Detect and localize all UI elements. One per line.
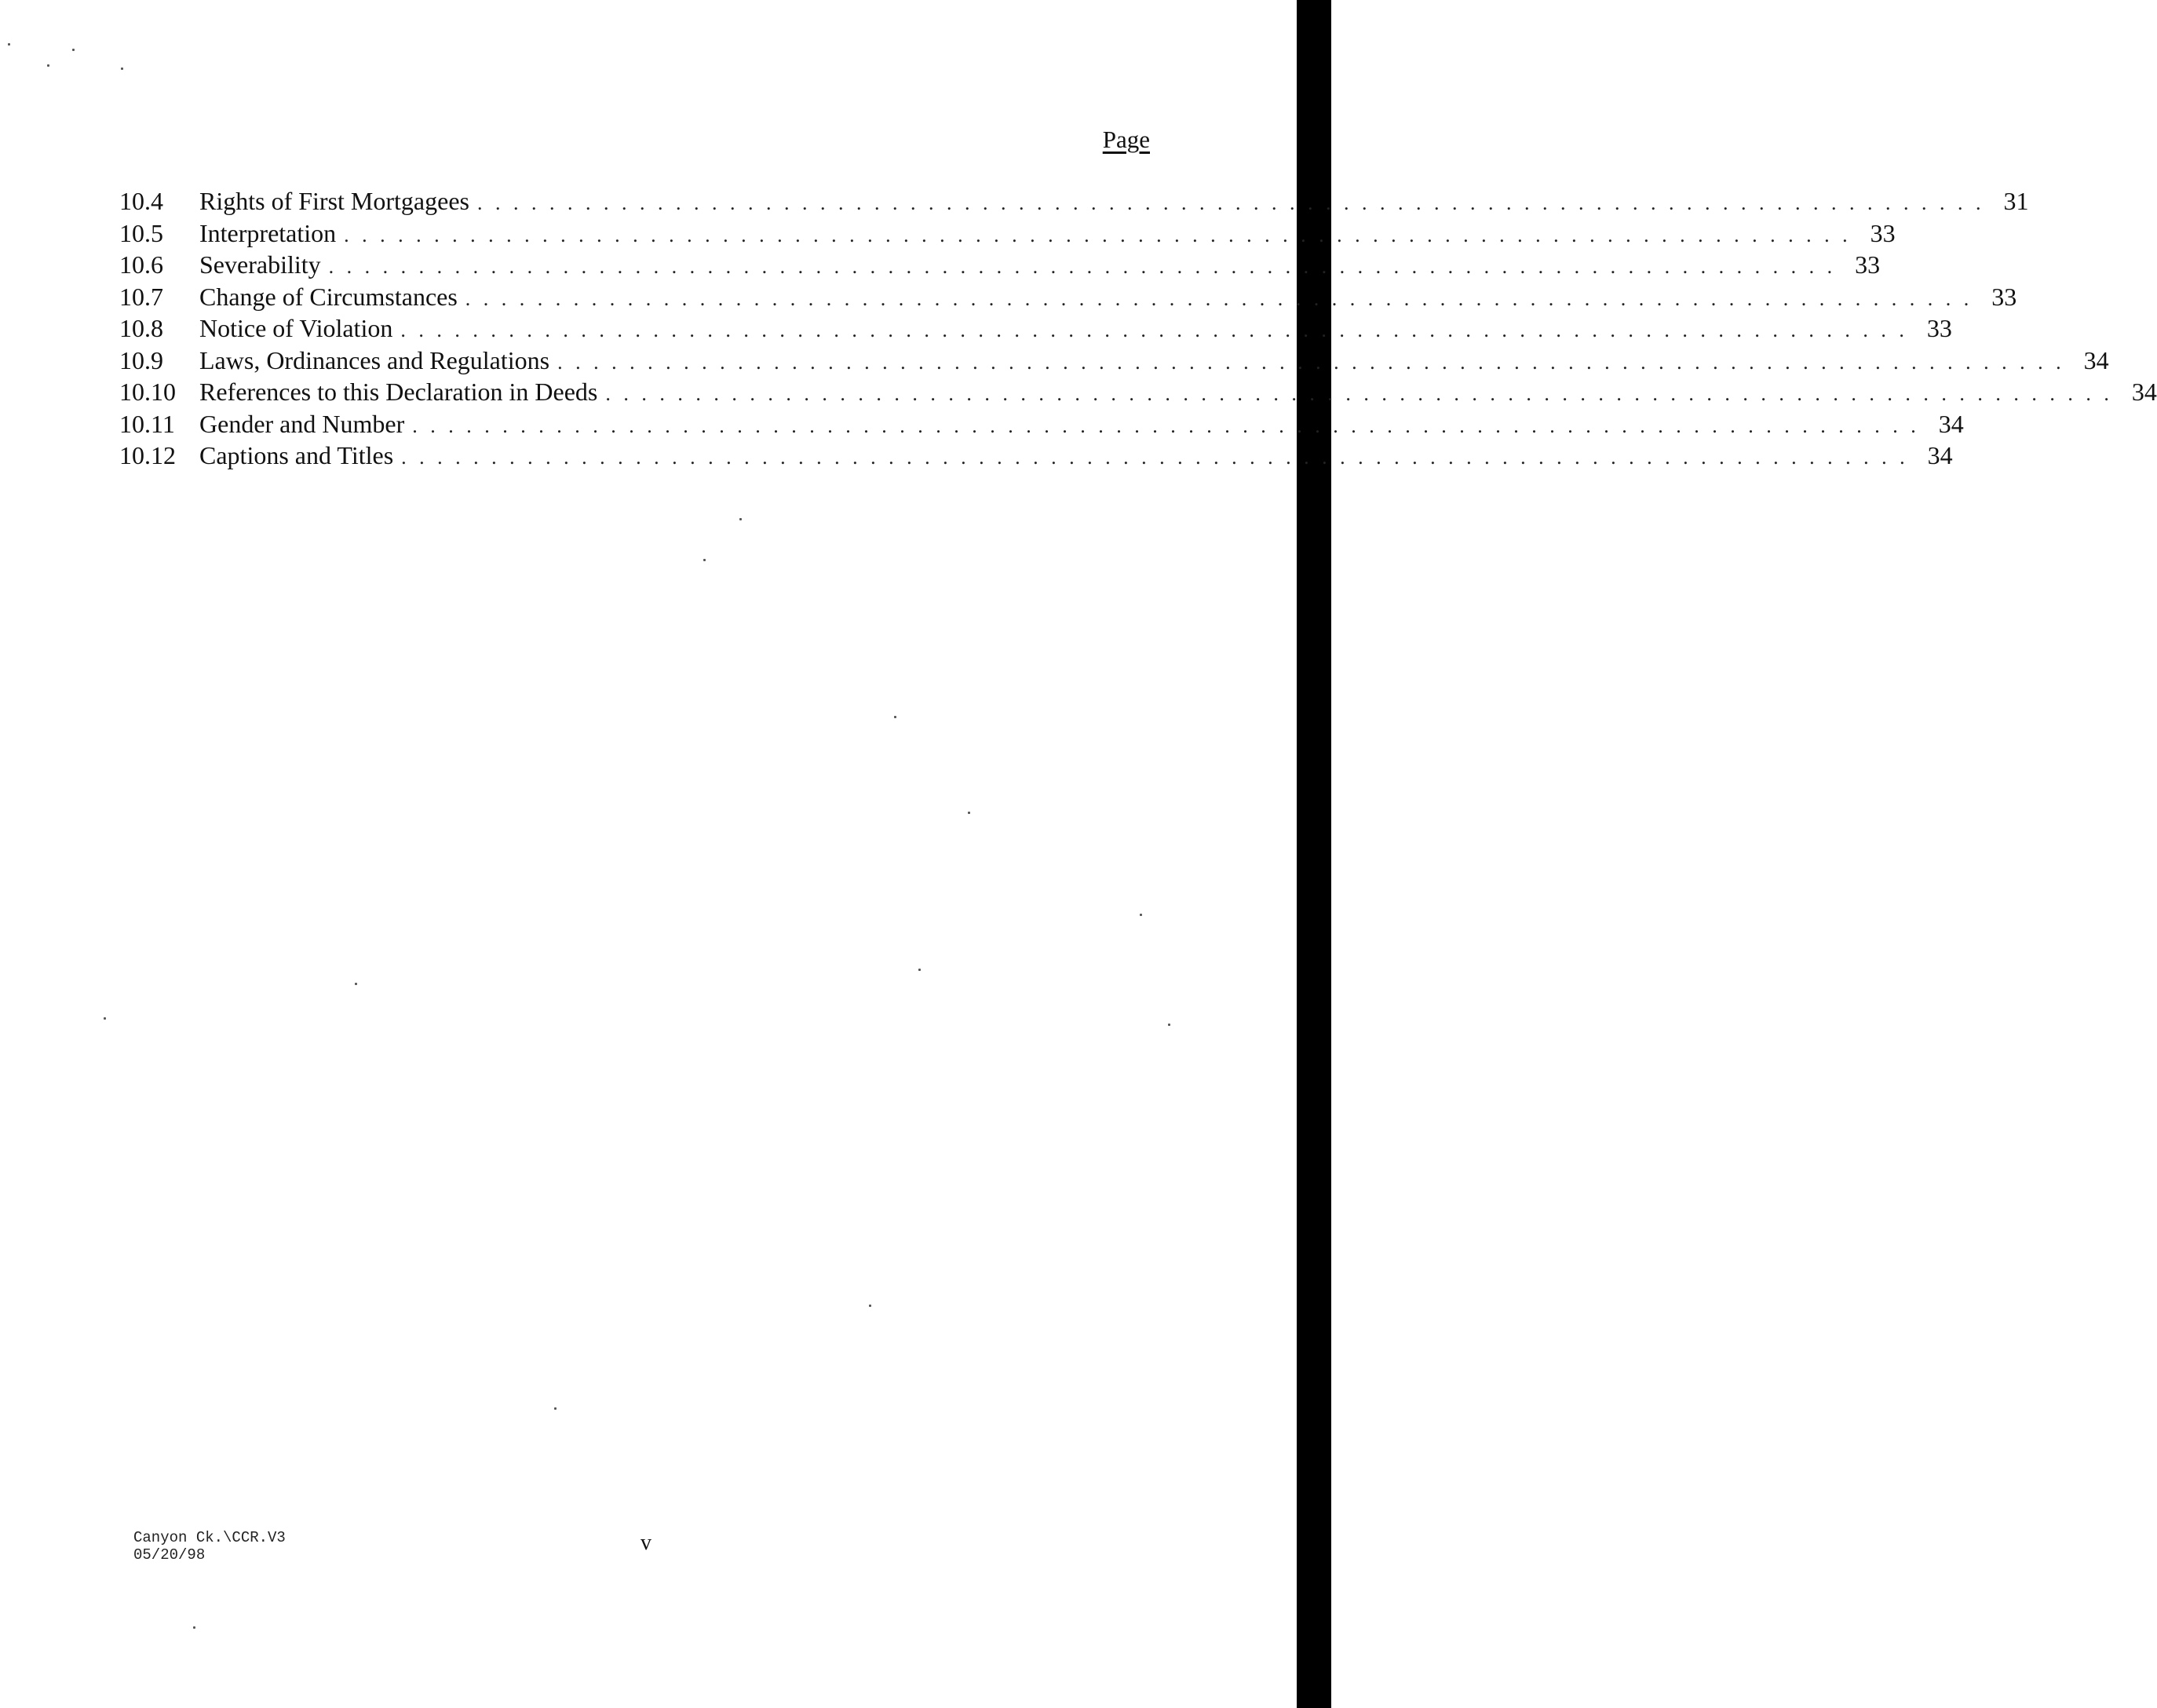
toc-entry-number: 10.11 [119, 409, 175, 438]
toc-entry-number: 10.4 [119, 187, 163, 215]
toc-entry-title: Severability [199, 250, 321, 279]
dot-leader: . . . . . . . . . . . . . . . . . . . . . . . . . . . . . . . . . . . . . . . . . . . . . . . . . . . . . . . . . . . . . . . . . . . . . . . . . . . . . . . . . . . . [328, 255, 1837, 278]
scan-speck [355, 983, 357, 985]
dot-leader: . . . . . . . . . . . . . . . . . . . . . . . . . . . . . . . . . . . . . . . . . . . . . . . . . . . . . . . . . . . . . . . . . . . . . . . . . . . . . . . . . . . . [401, 446, 1909, 469]
toc-entry-number: 10.5 [119, 218, 163, 247]
scan-speck [72, 49, 75, 51]
dot-leader: . . . . . . . . . . . . . . . . . . . . . . . . . . . . . . . . . . . . . . . . . . . . . . . . . . . . . . . . . . . . . . . . . . . . . . . . . . . . . . . . . . . . [412, 414, 1920, 437]
toc-entry-10-8 [119, 312, 1952, 345]
dot-leader: . . . . . . . . . . . . . . . . . . . . . . . . . . . . . . . . . . . . . . . . . . . . . . . . . . . . . . . . . . . . . . . . . . . . . . . . . . . . . . . . . . . . [465, 286, 1973, 310]
toc-entry-title: Rights of First Mortgagees [199, 187, 469, 215]
dot-leader: . . . . . . . . . . . . . . . . . . . . . . . . . . . . . . . . . . . . . . . . . . . . . . . . . . . . . . . . . . . . . . . . . . . . . . . . . . . . . . . . . . . . [605, 382, 2113, 405]
scan-speck [1168, 1024, 1170, 1026]
scan-speck [104, 1017, 106, 1020]
toc-entry-page: 31 [2003, 187, 2029, 215]
toc-entry-10-5 [119, 217, 1896, 250]
toc-entry-title: Gender and Number [199, 409, 405, 438]
dot-leader: . . . . . . . . . . . . . . . . . . . . . . . . . . . . . . . . . . . . . . . . . . . . . . . . . . . . . . . . . . . . . . . . . . . . . . . . . . . . . . . . . . . . [557, 350, 2065, 374]
toc-entry-number: 10.8 [119, 314, 163, 342]
scan-speck [193, 1626, 195, 1629]
scan-speck [121, 68, 123, 70]
footer-file-path: Canyon Ck.\CCR.V3 [133, 1529, 286, 1546]
scan-speck [869, 1305, 871, 1307]
toc-entry-10-6 [119, 249, 1881, 281]
dot-leader: . . . . . . . . . . . . . . . . . . . . . . . . . . . . . . . . . . . . . . . . . . . . . . . . . . . . . . . . . . . . . . . . . . . . . . . . . . . . . . . . . . . . [344, 223, 1852, 246]
toc-entry-number: 10.9 [119, 345, 163, 374]
toc-entry-10-11 [119, 408, 1964, 440]
toc-entry-title: Notice of Violation [199, 314, 393, 342]
scan-speck [703, 559, 706, 561]
scan-speck [47, 64, 49, 67]
toc-entry-number: 10.7 [119, 282, 163, 311]
toc-entry-page: 34 [1927, 441, 1953, 469]
dot-leader: . . . . . . . . . . . . . . . . . . . . . . . . . . . . . . . . . . . . . . . . . . . . . . . . . . . . . . . . . . . . . . . . . . . . . . . . . . . . . . . . . . . . [400, 319, 1908, 341]
toc-entry-title: Change of Circumstances [199, 282, 458, 311]
toc-entry-page: 33 [1870, 218, 1896, 247]
toc-entry-page: 34 [1938, 409, 1964, 438]
footer-page-number: v [641, 1531, 651, 1555]
toc-entry-title: Captions and Titles [199, 441, 394, 469]
toc-entry-page: 34 [2131, 378, 2157, 406]
toc-entry-10-4 [119, 185, 2029, 217]
toc-entry-number: 10.12 [119, 441, 176, 469]
toc-entry-10-10 [119, 376, 2157, 408]
scan-speck [918, 969, 921, 971]
dot-leader: . . . . . . . . . . . . . . . . . . . . . . . . . . . . . . . . . . . . . . . . . . . . . . . . . . . . . . . . . . . . . . . . . . . . . . . . . . . . . . . . . . . . [476, 192, 1985, 214]
page-column-header: Page [1102, 126, 1150, 153]
toc-entry-title: Interpretation [199, 218, 337, 247]
footer-date: 05/20/98 [133, 1546, 206, 1564]
toc-entry-number: 10.6 [119, 250, 163, 279]
scan-speck [554, 1407, 557, 1410]
scan-speck [968, 812, 970, 814]
footer-file-reference [133, 1529, 286, 1564]
scan-speck [8, 43, 10, 46]
toc-entry-page: 33 [1926, 314, 1952, 342]
scan-speck [739, 518, 742, 520]
toc-entry-page: 33 [1991, 282, 2017, 311]
scan-speck [1140, 914, 1142, 916]
toc-entry-10-9 [119, 345, 2109, 377]
toc-entry-10-7 [119, 281, 2017, 313]
toc-entry-title: References to this Declaration in Deeds [199, 378, 598, 406]
table-of-contents [119, 185, 2157, 472]
toc-entry-10-12 [119, 440, 1953, 472]
toc-entry-page: 34 [2083, 345, 2109, 374]
toc-entry-number: 10.10 [119, 378, 176, 406]
toc-entry-page: 33 [1855, 250, 1881, 279]
scan-speck [894, 716, 896, 718]
toc-entry-title: Laws, Ordinances and Regulations [199, 345, 550, 374]
